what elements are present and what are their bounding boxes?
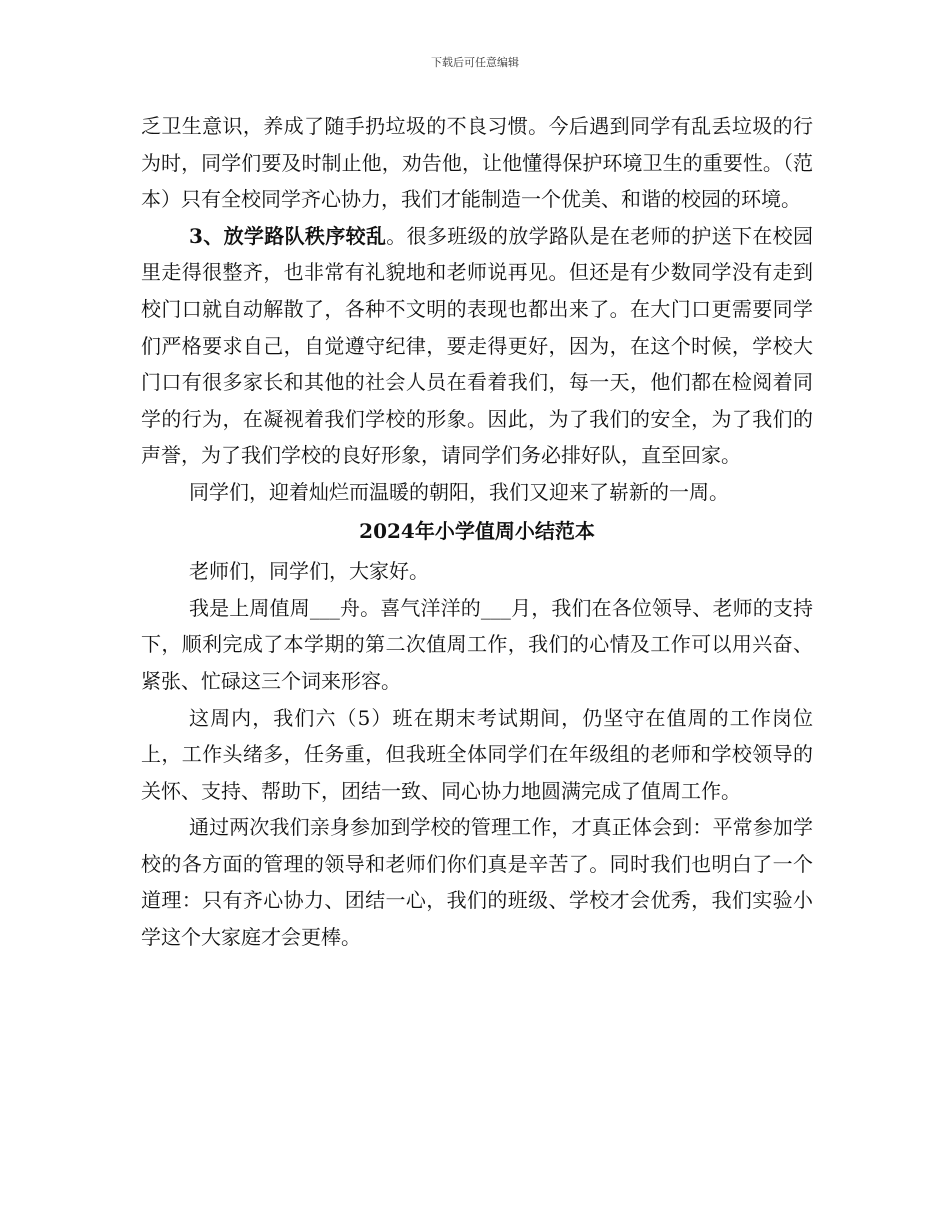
- paragraph-heading: 3、放学路队秩序较乱: [189, 223, 387, 248]
- page-header: 下载后可任意编辑: [431, 56, 519, 69]
- paragraph-conclusion: 通过两次我们亲身参加到学校的管理工作，才真正体会到：平常参加学校的各方面的管理的领导和老师们你们真是辛苦了。同时我们也明白了一个道理：只有齐心协力、团结一心，我们的班级、学校才会优秀，我们实验小学这个大家庭才会更棒。: [141, 815, 813, 950]
- section-title: 2024年小学值周小结范本: [359, 518, 595, 543]
- paragraph-hygiene: 乏卫生意识，养成了随手扔垃圾的不良习惯。今后遇到同学有乱丢垃圾的行为时，同学们要及时制止他，劝告他，让他懂得保护环境卫生的重要性。（范本）只有全校同学齐心协力，我们才能制造一个优美、和谐的校园的环境。: [141, 114, 813, 212]
- paragraph-dismissal-queue: [141, 218, 813, 474]
- paragraph-intro: 我是上周值周___舟。喜气洋洋的___月，我们在各位领导、老师的支持下，顺利完成了本学期的第二次值周工作，我们的心情及工作可以用兴奋、紧张、忙碌这三个词来形容。: [141, 595, 813, 693]
- document-body: [141, 108, 813, 956]
- paragraph-class-duty: 这周内，我们六（5）班在期末考试期间，仍坚守在值周的工作岗位上，工作头绪多，任务重，但我班全体同学们在年级组的老师和学校领导的关怀、支持、帮助下，团结一致、同心协力地圆满完成了值周工作。: [141, 705, 813, 803]
- paragraph-body: 。很多班级的放学路队是在老师的护送下在校园里走得很整齐，也非常有礼貌地和老师说再见。但还是有少数同学没有走到校门口就自动解散了，各种不文明的表现也都出来了。在大门口更需要同学们严格要求自己，自觉遵守纪律，要走得更好，因为，在这个时候，学校大门口有很多家长和其他的社会人员在看着我们，每一天，他们都在检阅着同学的行为，在凝视着我们学校的形象。因此，为了我们的安全，为了我们的声誉，为了我们学校的良好形象，请同学们务必排好队，直至回家。: [141, 223, 813, 468]
- paragraph-new-week: 同学们，迎着灿烂而温暖的朝阳，我们又迎来了崭新的一周。: [189, 479, 729, 504]
- paragraph-greeting: 老师们，同学们，大家好。: [189, 559, 429, 584]
